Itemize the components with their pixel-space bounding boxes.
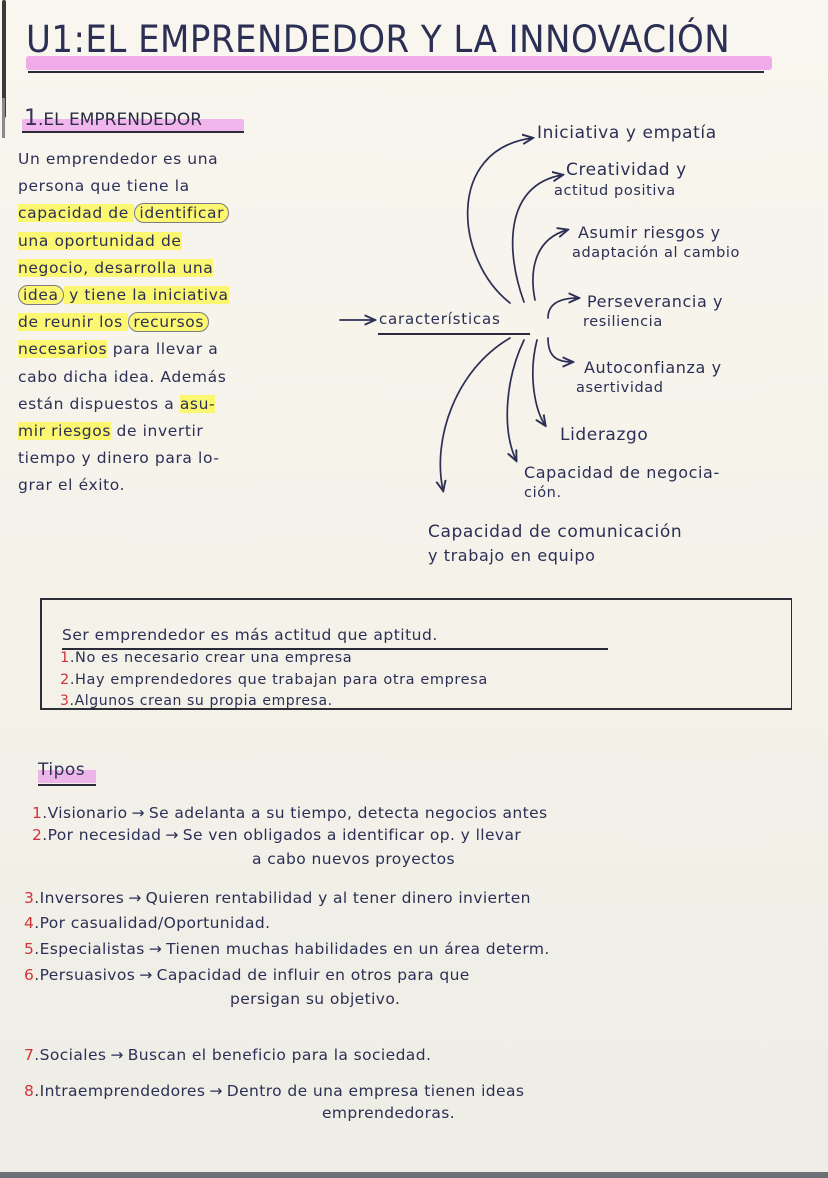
characteristics-root [352,310,501,328]
highlighted-text: asu- [179,394,216,413]
definition-line: mir riesgos de invertir [18,421,204,440]
arrow-icon: → [165,826,179,844]
definition-line: persona que tiene la [18,177,190,196]
definition-line [18,309,348,336]
highlighted-text: una oportunidad de [18,231,182,250]
type-item: 2.Por necesidad → Se ven obligados a identificar op. y llevar a cabo nuevos proyectos [32,826,522,868]
definition-line: están dispuestos a asu- [18,394,216,413]
tipos-heading: Tipos [38,760,86,780]
characteristic-item: Capacidad de comunicación y trabajo en equipo [428,522,683,565]
characteristic-item: Capacidad de negocia- ción. [524,463,720,501]
definition-line: tiempo y dinero para lo- [18,449,220,468]
characteristic-item: Autoconfianza y asertividad [576,358,722,396]
arrow-icon: → [131,804,145,822]
type-item: 3.Inversores → Quieren rentabilidad y al tener dinero invierten [24,889,531,907]
definition-line: necesarios para llevar a [18,340,219,359]
arrow-icon: → [128,889,142,907]
highlighted-text: de reunir los [18,313,129,332]
section-heading-underline [22,131,244,133]
circled-word: idea [18,285,64,305]
characteristic-item: Perseverancia y resiliencia [583,292,724,330]
definition-line: cabo dicha idea. Además [18,367,227,386]
highlighted-text: mir riesgos [18,421,111,440]
page-binding-edge-lower [2,98,5,138]
page-title: U1:EL EMPRENDEDOR Y LA INNOVACIÓN [26,18,731,61]
characteristic-item: Asumir riesgos y adaptación al cambio [572,223,741,261]
characteristics-underline [378,333,530,335]
highlighted-text: y tiene la iniciativa [63,285,229,304]
note-box [40,598,792,710]
section-title: .EL EMPRENDEDOR [38,110,203,130]
circled-word: identificar [134,203,229,223]
definition-line [18,228,348,255]
characteristics-label: características [378,310,501,328]
definition-line [18,200,348,227]
arrow-icon: → [148,940,163,958]
note-list-item: 1.No es necesario crear una empresa [60,650,353,666]
note-list-item: 2.Hay emprendedores que trabajan para otra empresa [60,672,488,688]
characteristic-item: Iniciativa y empatía [537,123,717,143]
type-item: 7.Sociales → Buscan el beneficio para la sociedad. [24,1046,432,1064]
highlighted-text: capacidad de [18,204,135,223]
characteristic-item: Creatividad y actitud positiva [554,160,687,199]
definition-line [18,282,348,309]
type-item: 8.Intraemprendedores → Dentro de una empresa tienen ideas emprendedoras. [24,1082,525,1122]
arrow-icon: → [209,1082,223,1100]
type-item: 5.Especialistas → Tienen muchas habilidades en un área determ. [24,940,550,958]
type-item: 6.Persuasivos → Capacidad de influir en otros para que persigan su objetivo. [24,966,470,1008]
highlighted-text: negocio, desarrolla una [18,258,214,277]
circled-word: recursos [128,312,209,332]
definition-line: grar el éxito. [18,476,126,495]
title-underline [28,71,764,73]
highlighted-text: necesarios [18,340,108,359]
type-item: 1.Visionario → Se adelanta a su tiempo, detecta negocios antes [32,804,548,822]
tipos-heading-underline [38,784,96,786]
definition-line: Un emprendedor es una [18,150,219,168]
definition-line [18,255,348,282]
section-number: 1 [24,106,38,131]
section-heading [20,106,206,131]
characteristic-item: Liderazgo [560,425,649,445]
note-box-title: Ser emprendedor es más actitud que aptitud. [62,626,438,644]
arrow-icon: → [110,1046,124,1064]
note-list-item: 3.Algunos crean su propia empresa. [60,693,333,709]
definition-paragraph [18,146,348,499]
page-bottom-edge [0,1172,828,1178]
type-item: 4.Por casualidad/Oportunidad. [24,914,271,932]
arrow-icon: → [139,966,153,984]
